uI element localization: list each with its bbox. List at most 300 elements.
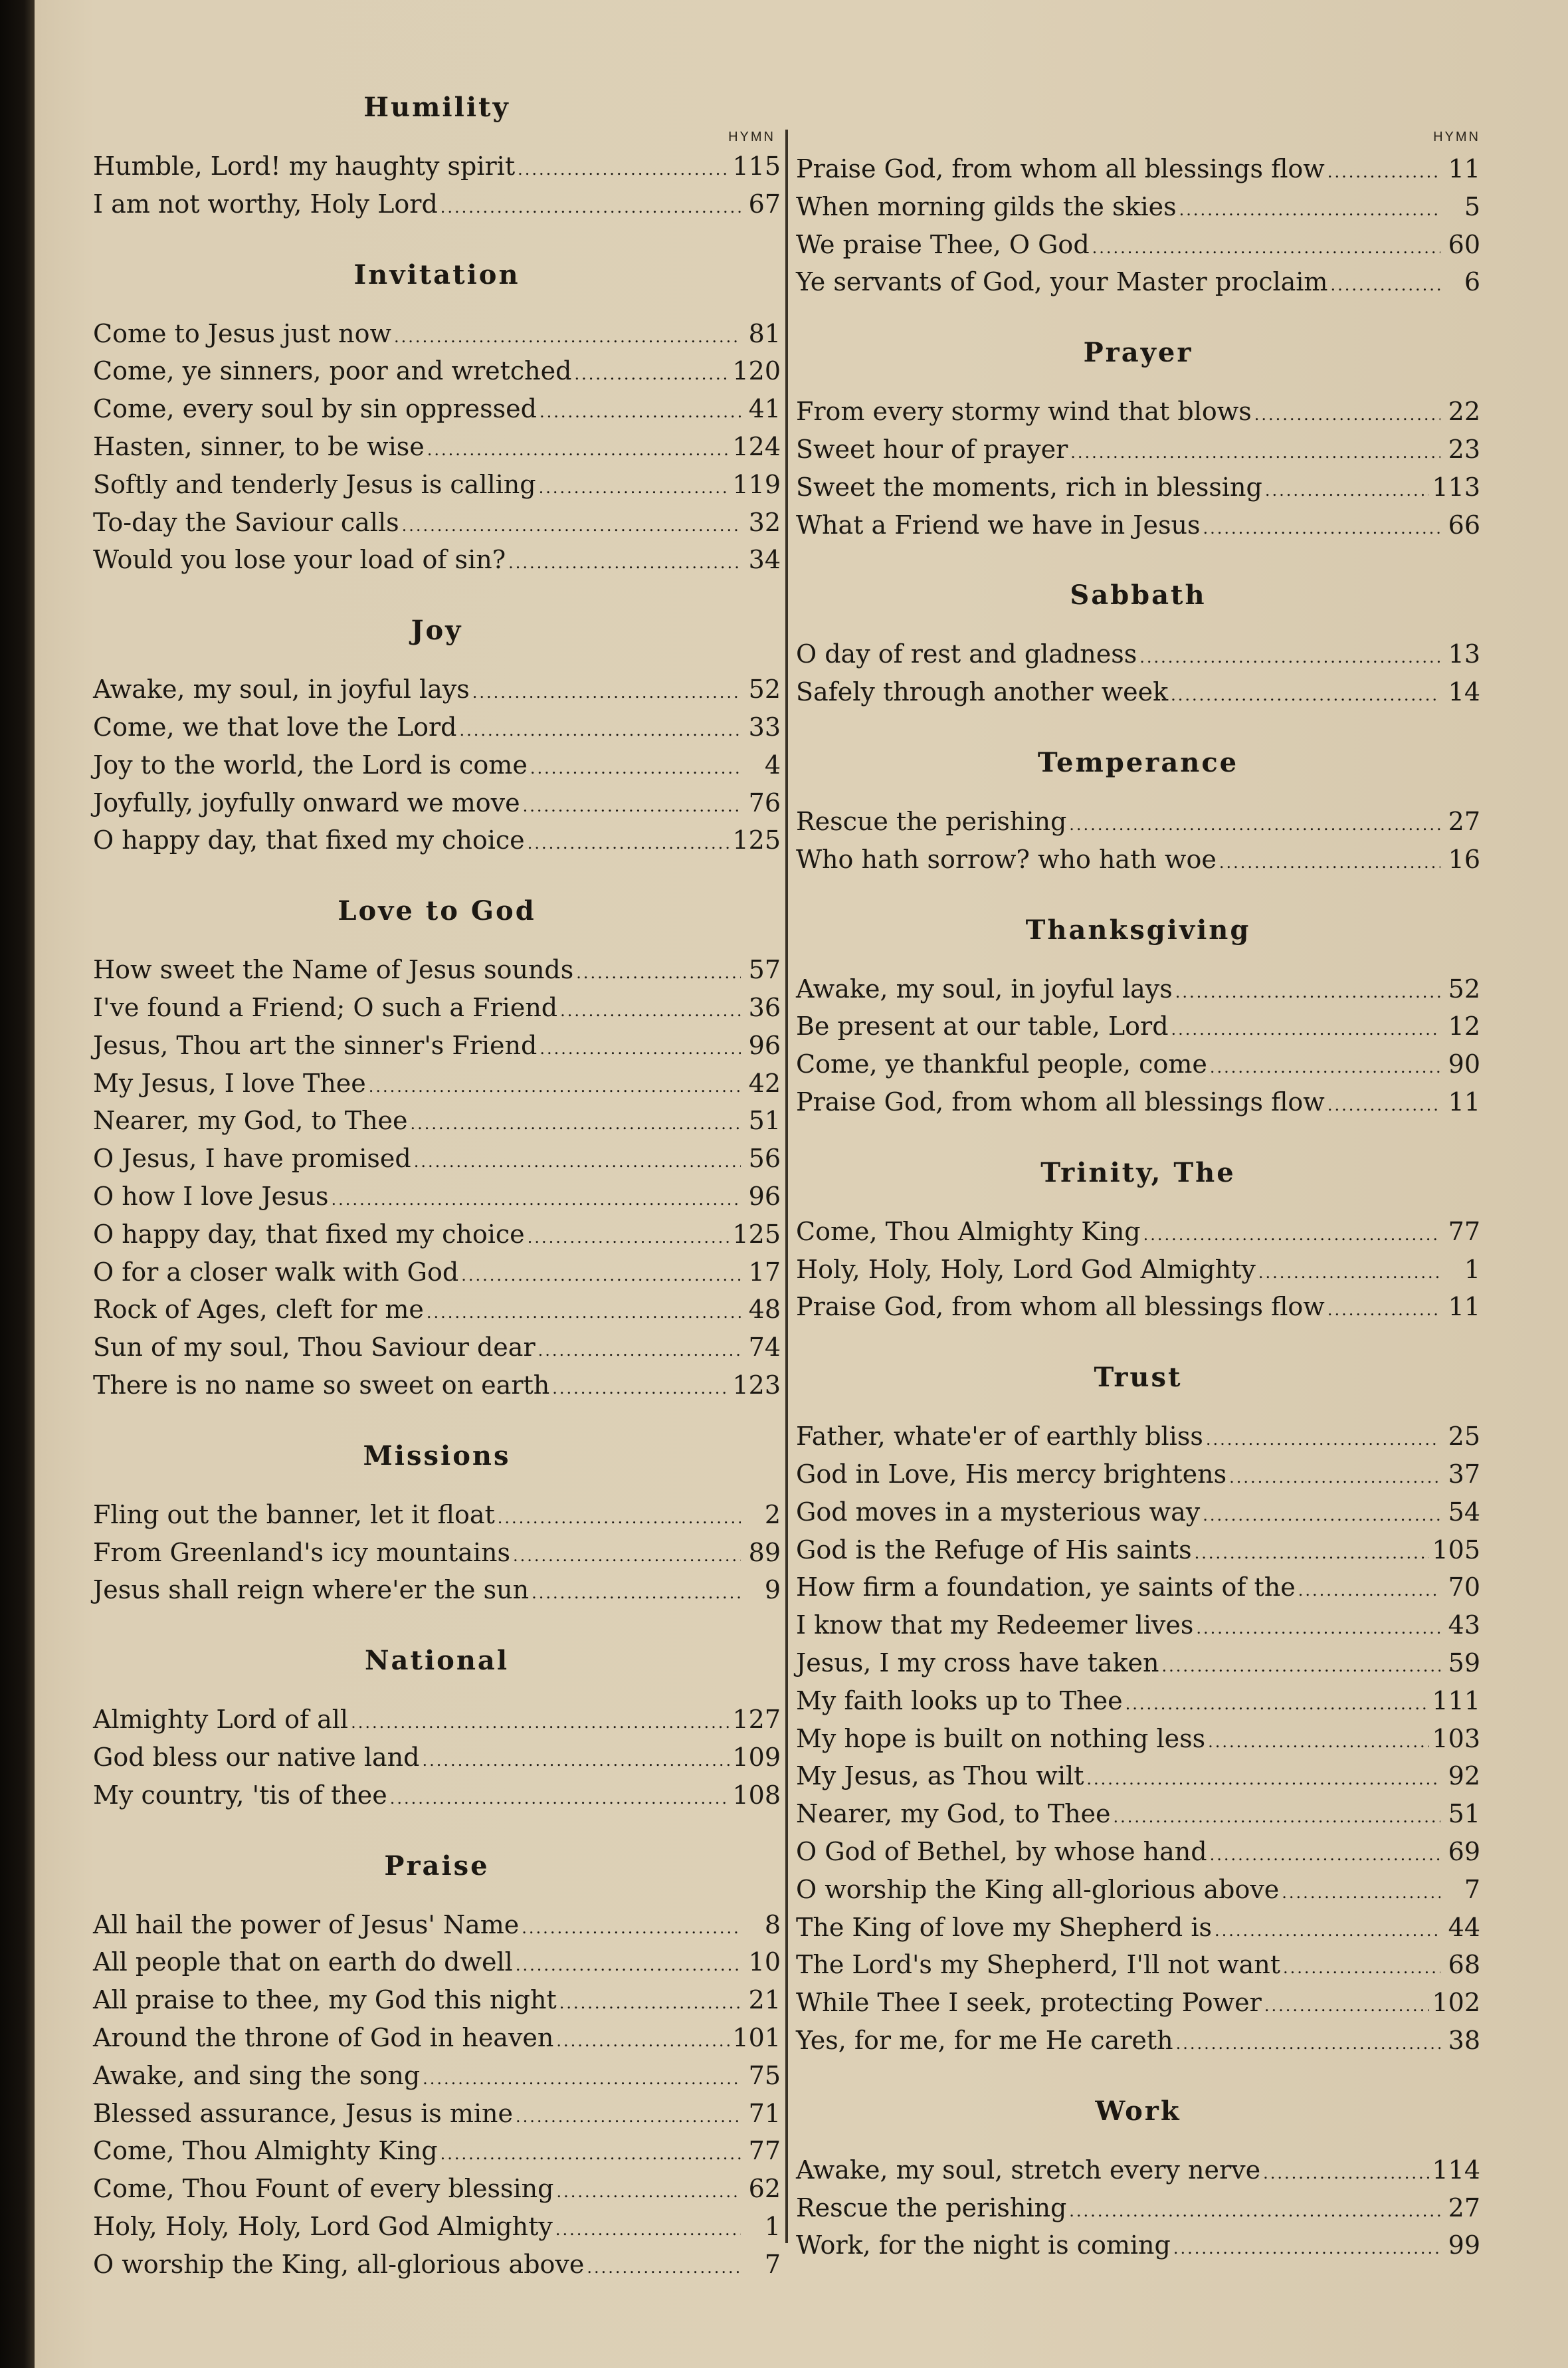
dot-leader: [513, 1547, 741, 1565]
dot-leader: [1179, 201, 1440, 219]
hymn-number: 5: [1464, 191, 1480, 221]
index-entry: [93, 356, 781, 392]
index-entry: [93, 1370, 781, 1406]
dot-leader: [539, 403, 741, 421]
dot-leader: [574, 365, 730, 383]
hymn-number: 67: [748, 189, 781, 219]
dot-leader: [516, 2107, 741, 2126]
dot-leader: [390, 1789, 730, 1808]
index-entry: [93, 152, 781, 187]
hymn-title: My hope is built on nothing less: [796, 1723, 1206, 1753]
dot-leader: [1171, 1020, 1440, 1039]
hymn-title: Rescue the perishing: [796, 2193, 1067, 2222]
hymn-title: My country, 'tis of thee: [93, 1780, 387, 1810]
hymn-title: O for a closer walk with God: [93, 1257, 459, 1287]
dot-leader: [1208, 1733, 1429, 1751]
hymn-number: 68: [1448, 1950, 1480, 1980]
hymn-number: 22: [1448, 397, 1480, 427]
dot-leader: [559, 1994, 741, 2012]
index-entry: [796, 435, 1480, 471]
index-entry: [796, 1422, 1480, 1457]
hymn-number: 120: [732, 356, 781, 386]
dot-leader: [523, 797, 741, 815]
hymn-number: 11: [1448, 1087, 1480, 1117]
dot-leader: [1265, 481, 1430, 500]
hymn-title: Jesus, Thou art the sinner's Friend: [93, 1030, 538, 1060]
hymn-number: 51: [1448, 1799, 1480, 1829]
hymn-number: 8: [764, 1909, 781, 1939]
index-entry: [796, 154, 1480, 190]
dot-leader: [1139, 648, 1440, 667]
index-entry: [796, 1255, 1480, 1291]
hymn-title: Joyfully, joyfully onward we move: [93, 788, 520, 817]
section-heading-invitation: Invitation: [353, 259, 520, 290]
hymn-title: O Jesus, I have promised: [93, 1144, 411, 1174]
dot-leader: [560, 1002, 741, 1020]
hymn-number: 41: [748, 394, 781, 424]
hymn-title: O day of rest and gladness: [796, 639, 1137, 669]
index-entry: [796, 974, 1480, 1010]
index-entry: [93, 993, 781, 1029]
hymn-title: Sweet hour of prayer: [796, 435, 1068, 464]
hymn-number: 125: [732, 825, 781, 855]
index-entry: [796, 230, 1480, 266]
dot-leader: [1215, 1921, 1440, 1940]
hymn-title: I am not worthy, Holy Lord: [93, 189, 438, 219]
hymn-number: 89: [748, 1537, 781, 1567]
hymn-number: 90: [1448, 1049, 1480, 1079]
index-entry: [796, 1761, 1480, 1797]
dot-leader: [1298, 1581, 1440, 1600]
hymn-title: Jesus shall reign where'er the sun: [93, 1575, 530, 1605]
hymn-title: O worship the King, all-glorious above: [93, 2249, 585, 2279]
hymn-title: Awake, my soul, in joyful lays: [93, 675, 470, 704]
dot-leader: [1264, 1996, 1430, 2015]
hymn-title: The Lord's my Shepherd, I'll not want: [796, 1950, 1280, 1980]
hymn-title: Come, every soul by sin oppressed: [93, 394, 537, 424]
hymn-title: Praise God, from whom all blessings flow: [796, 1292, 1325, 1322]
index-entry: [93, 1257, 781, 1293]
hymn-number: 56: [748, 1144, 781, 1174]
dot-leader: [1210, 1846, 1440, 1864]
index-entry: [796, 1875, 1480, 1911]
hymn-title: Safely through another week: [796, 677, 1169, 707]
hymn-number: 38: [1448, 2026, 1480, 2055]
dot-leader: [528, 1228, 730, 1247]
hymn-title: Praise God, from whom all blessings flow: [796, 1087, 1325, 1117]
dot-leader: [351, 1713, 730, 1732]
hymn-title: Come, ye thankful people, come: [796, 1049, 1207, 1079]
column-divider: [785, 130, 788, 2243]
hymn-title: What a Friend we have in Jesus: [796, 510, 1201, 540]
index-entry: [796, 267, 1480, 303]
dot-leader: [576, 964, 741, 982]
dot-leader: [530, 759, 741, 778]
hymn-title: Come, Thou Almighty King: [796, 1216, 1141, 1246]
hymn-column-label: HYMN: [728, 130, 775, 144]
dot-leader: [394, 328, 741, 346]
hymn-number: 32: [748, 507, 781, 537]
hymn-number: 11: [1448, 154, 1480, 183]
index-entry: [93, 1575, 781, 1611]
dot-leader: [1196, 1619, 1440, 1638]
dot-leader: [1126, 1695, 1430, 1713]
index-entry: [93, 1910, 781, 1946]
index-entry: [93, 1947, 781, 1983]
hymn-title: Come, ye sinners, poor and wretched: [93, 356, 572, 386]
index-entry: [93, 955, 781, 991]
dot-leader: [1283, 1959, 1440, 1977]
hymn-title: Who hath sorrow? who hath woe: [796, 844, 1217, 874]
hymn-number: 25: [1448, 1422, 1480, 1452]
hymn-title: Sun of my soul, Thou Saviour dear: [93, 1333, 536, 1362]
hymn-number: 34: [748, 545, 781, 575]
dot-leader: [423, 2070, 741, 2088]
index-entry: [796, 2230, 1480, 2266]
index-entry: [93, 2061, 781, 2097]
hymn-title: Awake, and sing the song: [93, 2060, 421, 2090]
hymn-column-label: HYMN: [1433, 130, 1480, 144]
hymn-number: 74: [748, 1333, 781, 1362]
dot-leader: [422, 1751, 730, 1770]
index-entry: [93, 189, 781, 225]
hymn-number: 103: [1432, 1723, 1480, 1753]
hymn-number: 16: [1448, 844, 1480, 874]
dot-leader: [516, 1956, 741, 1975]
index-entry: [93, 712, 781, 748]
dot-leader: [1069, 815, 1440, 834]
hymn-number: 75: [748, 2060, 781, 2090]
index-entry: [796, 639, 1480, 675]
hymn-number: 9: [764, 1575, 781, 1605]
index-entry: [796, 1610, 1480, 1646]
index-entry: [796, 2193, 1480, 2229]
index-entry: [93, 1780, 781, 1816]
index-entry: [93, 1985, 781, 2021]
index-entry: [93, 1743, 781, 1778]
dot-leader: [1175, 983, 1440, 1002]
index-entry: [93, 1031, 781, 1067]
hymn-number: 7: [1464, 1874, 1480, 1904]
dot-leader: [1258, 1263, 1440, 1282]
index-entry: [93, 545, 781, 581]
index-entry: [796, 1049, 1480, 1085]
dot-leader: [1069, 2202, 1440, 2220]
hymn-title: Softly and tenderly Jesus is calling: [93, 469, 536, 499]
hymn-number: 69: [1448, 1837, 1480, 1866]
index-entry: [93, 1220, 781, 1255]
hymn-number: 77: [748, 2136, 781, 2166]
hymn-number: 70: [1448, 1572, 1480, 1602]
hymn-title: To-day the Saviour calls: [93, 507, 399, 537]
hymn-number: 76: [748, 788, 781, 817]
index-entry: [796, 1217, 1480, 1253]
index-entry: [796, 677, 1480, 713]
dot-leader: [1282, 1884, 1440, 1902]
hymn-title: Joy to the world, the Lord is come: [93, 750, 528, 780]
hymn-number: 33: [748, 712, 781, 742]
index-entry: [93, 750, 781, 786]
dot-leader: [518, 160, 730, 179]
hymn-title: Yes, for me, for me He careth: [796, 2026, 1173, 2055]
index-entry: [93, 1500, 781, 1536]
hymn-number: 12: [1448, 1012, 1480, 1041]
hymn-title: Awake, my soul, in joyful lays: [796, 974, 1173, 1004]
index-entry: [796, 397, 1480, 433]
hymn-title: I know that my Redeemer lives: [796, 1610, 1194, 1640]
hymn-number: 23: [1448, 435, 1480, 464]
hymn-title: From every stormy wind that blows: [796, 397, 1252, 427]
hymn-number: 105: [1432, 1535, 1480, 1564]
index-entry: [93, 1295, 781, 1331]
dot-leader: [1086, 1770, 1440, 1788]
hymn-number: 57: [748, 955, 781, 985]
hymn-number: 81: [748, 318, 781, 348]
hymn-title: Work, for the night is coming: [796, 2230, 1171, 2260]
index-entry: [796, 1648, 1480, 1684]
index-entry: [93, 2250, 781, 2286]
dot-leader: [441, 198, 741, 217]
hymn-number: 7: [764, 2249, 781, 2279]
hymn-title: Ye servants of God, your Master proclaim: [796, 267, 1328, 297]
hymn-title: Come, Thou Fount of every blessing: [93, 2174, 554, 2204]
dot-leader: [539, 1039, 741, 1058]
hymn-number: 6: [1464, 267, 1480, 297]
hymn-title: God moves in a mysterious way: [796, 1497, 1201, 1527]
hymn-number: 44: [1448, 1912, 1480, 1942]
hymn-title: Would you lose your load of sin?: [93, 545, 506, 575]
hymn-title: Awake, my soul, stretch every nerve: [796, 2155, 1261, 2185]
dot-leader: [1092, 239, 1440, 257]
hymn-number: 48: [748, 1295, 781, 1325]
index-entry: [796, 807, 1480, 843]
hymn-title: Father, whate'er of earthly bliss: [796, 1422, 1203, 1452]
hymn-title: When morning gilds the skies: [796, 191, 1177, 221]
hymn-number: 17: [748, 1257, 781, 1287]
hymn-number: 92: [1448, 1761, 1480, 1791]
hymn-number: 21: [748, 1985, 781, 2015]
dot-leader: [427, 1303, 741, 1322]
index-entry: [796, 845, 1480, 881]
index-entry: [93, 2023, 781, 2059]
index-entry: [93, 2212, 781, 2248]
index-entry: [93, 319, 781, 355]
index-entry: [93, 825, 781, 861]
dot-leader: [1173, 2239, 1440, 2258]
hymn-number: 124: [732, 432, 781, 461]
hymn-number: 1: [1464, 1254, 1480, 1284]
hymn-number: 66: [1448, 510, 1480, 540]
dot-leader: [1327, 1301, 1440, 1319]
dot-leader: [1327, 163, 1440, 181]
index-entry: [93, 470, 781, 506]
dot-leader: [332, 1190, 741, 1209]
hymn-number: 123: [732, 1370, 781, 1400]
dot-leader: [411, 1115, 741, 1133]
hymn-number: 42: [748, 1068, 781, 1098]
hymn-number: 54: [1448, 1497, 1480, 1527]
dot-leader: [441, 2145, 741, 2163]
hymn-number: 10: [748, 1947, 781, 1977]
index-entry: [93, 2136, 781, 2172]
section-heading-missions: Missions: [363, 1440, 511, 1471]
hymn-number: 96: [748, 1182, 781, 1211]
hymn-title: I've found a Friend; O such a Friend: [93, 993, 558, 1022]
hymn-number: 11: [1448, 1292, 1480, 1322]
hymn-title: Rescue the perishing: [796, 807, 1067, 836]
index-entry: [93, 1182, 781, 1218]
hymn-number: 71: [748, 2098, 781, 2128]
hymn-title: Nearer, my God, to Thee: [796, 1799, 1111, 1829]
index-entry: [796, 1724, 1480, 1760]
hymn-number: 59: [1448, 1648, 1480, 1677]
dot-leader: [1114, 1808, 1440, 1826]
dot-leader: [1176, 2034, 1440, 2053]
hymn-number: 101: [732, 2023, 781, 2052]
section-heading-temperance: Temperance: [1037, 747, 1239, 778]
dot-leader: [1206, 1430, 1440, 1449]
hymn-title: Holy, Holy, Holy, Lord God Almighty: [796, 1254, 1256, 1284]
hymn-title: Come, we that love the Lord: [93, 712, 457, 742]
dot-leader: [528, 834, 730, 853]
dot-leader: [1070, 443, 1440, 462]
section-heading-praise: Praise: [384, 1850, 490, 1882]
index-entry: [796, 1012, 1480, 1047]
index-entry: [93, 675, 781, 710]
index-entry: [93, 432, 781, 468]
index-entry: [796, 1799, 1480, 1835]
hymn-number: 37: [1448, 1459, 1480, 1489]
hymn-title: Rock of Ages, cleft for me: [93, 1295, 424, 1325]
index-entry: [93, 1144, 781, 1180]
index-entry: [796, 1497, 1480, 1533]
dot-leader: [1219, 853, 1440, 872]
index-entry: [93, 1069, 781, 1105]
hymn-number: 109: [732, 1743, 781, 1772]
hymn-title: From Greenland's icy mountains: [93, 1537, 511, 1567]
hymn-number: 114: [1432, 2155, 1480, 2185]
hymn-title: We praise Thee, O God: [796, 229, 1090, 259]
dot-leader: [402, 516, 741, 535]
dot-leader: [587, 2258, 741, 2277]
dot-leader: [1330, 276, 1440, 294]
hymn-title: How sweet the Name of Jesus sounds: [93, 955, 574, 985]
hymn-title: Humble, Lord! my haughty spirit: [93, 152, 516, 181]
dot-leader: [1210, 1058, 1440, 1077]
dot-leader: [1143, 1226, 1440, 1244]
dot-leader: [1195, 1544, 1430, 1562]
dot-leader: [498, 1509, 741, 1527]
dot-leader: [1171, 686, 1440, 704]
hymn-number: 52: [748, 675, 781, 704]
dot-leader: [556, 2032, 730, 2050]
hymn-number: 125: [732, 1219, 781, 1249]
dot-leader: [1229, 1468, 1440, 1487]
hymn-title: Come to Jesus just now: [93, 318, 392, 348]
index-entry: [93, 1106, 781, 1142]
index-entry: [93, 508, 781, 544]
hymn-number: 96: [748, 1030, 781, 1060]
hymn-title: Be present at our table, Lord: [796, 1012, 1169, 1041]
index-entry: [796, 192, 1480, 228]
dot-leader: [555, 2220, 741, 2239]
hymn-title: My faith looks up to Thee: [796, 1685, 1123, 1715]
section-heading-thanksgiving: Thanksgiving: [1025, 914, 1251, 946]
index-entry: [796, 2155, 1480, 2191]
dot-leader: [552, 1379, 730, 1398]
index-entry: [796, 2026, 1480, 2062]
hymn-title: O worship the King all-glorious above: [796, 1874, 1280, 1904]
hymn-title: While Thee I seek, protecting Power: [796, 1988, 1262, 2018]
section-heading-trinity-the: Trinity, The: [1040, 1156, 1236, 1188]
hymn-number: 127: [732, 1705, 781, 1735]
index-entry: [93, 2174, 781, 2210]
section-heading-national: National: [364, 1645, 510, 1677]
dot-leader: [1263, 2164, 1429, 2183]
index-entry: [796, 1988, 1480, 2024]
dot-leader: [459, 721, 741, 740]
hymn-number: 77: [1448, 1216, 1480, 1246]
index-entry: [93, 1538, 781, 1574]
dot-leader: [369, 1077, 741, 1096]
index-entry: [796, 1686, 1480, 1722]
index-entry: [93, 1333, 781, 1368]
hymn-number: 113: [1432, 472, 1480, 502]
index-entry: [796, 1459, 1480, 1495]
hymn-number: 14: [1448, 677, 1480, 707]
section-heading-prayer: Prayer: [1083, 337, 1193, 369]
dot-leader: [461, 1266, 741, 1285]
dot-leader: [1203, 1506, 1440, 1525]
hymn-number: 43: [1448, 1610, 1480, 1640]
hymn-number: 99: [1448, 2230, 1480, 2260]
dot-leader: [427, 441, 730, 459]
index-entry: [796, 1535, 1480, 1571]
index-entry: [796, 1087, 1480, 1123]
hymn-title: Praise God, from whom all blessings flow: [796, 154, 1325, 183]
hymn-number: 27: [1448, 2193, 1480, 2222]
hymn-number: 115: [732, 152, 781, 181]
hymn-title: How firm a foundation, ye saints of the: [796, 1572, 1296, 1602]
hymn-title: O how I love Jesus: [93, 1182, 329, 1211]
hymn-number: 51: [748, 1106, 781, 1136]
hymn-title: There is no name so sweet on earth: [93, 1370, 550, 1400]
dot-leader: [538, 1341, 741, 1360]
index-entry: [93, 2099, 781, 2135]
hymn-number: 119: [732, 469, 781, 499]
hymn-title: O happy day, that fixed my choice: [93, 1219, 525, 1249]
dot-leader: [1254, 405, 1440, 424]
section-heading-trust: Trust: [1094, 1362, 1183, 1394]
dot-leader: [532, 1584, 741, 1602]
index-entry: [93, 394, 781, 430]
index-entry: [93, 1705, 781, 1741]
hymn-title: O God of Bethel, by whose hand: [796, 1837, 1207, 1866]
hymn-title: Blessed assurance, Jesus is mine: [93, 2098, 513, 2128]
hymn-number: 60: [1448, 229, 1480, 259]
hymn-number: 36: [748, 993, 781, 1022]
dot-leader: [414, 1152, 741, 1171]
index-entry: [796, 1950, 1480, 1986]
dot-leader: [508, 554, 741, 572]
hymn-title: Fling out the banner, let it float: [93, 1499, 495, 1529]
book-spine-shadow: [0, 0, 35, 2368]
hymn-title: My Jesus, I love Thee: [93, 1068, 366, 1098]
hymn-title: Nearer, my God, to Thee: [93, 1106, 408, 1136]
dot-leader: [1327, 1096, 1440, 1115]
hymn-title: All people that on earth do dwell: [93, 1947, 513, 1977]
hymn-title: All praise to thee, my God this night: [93, 1985, 557, 2015]
